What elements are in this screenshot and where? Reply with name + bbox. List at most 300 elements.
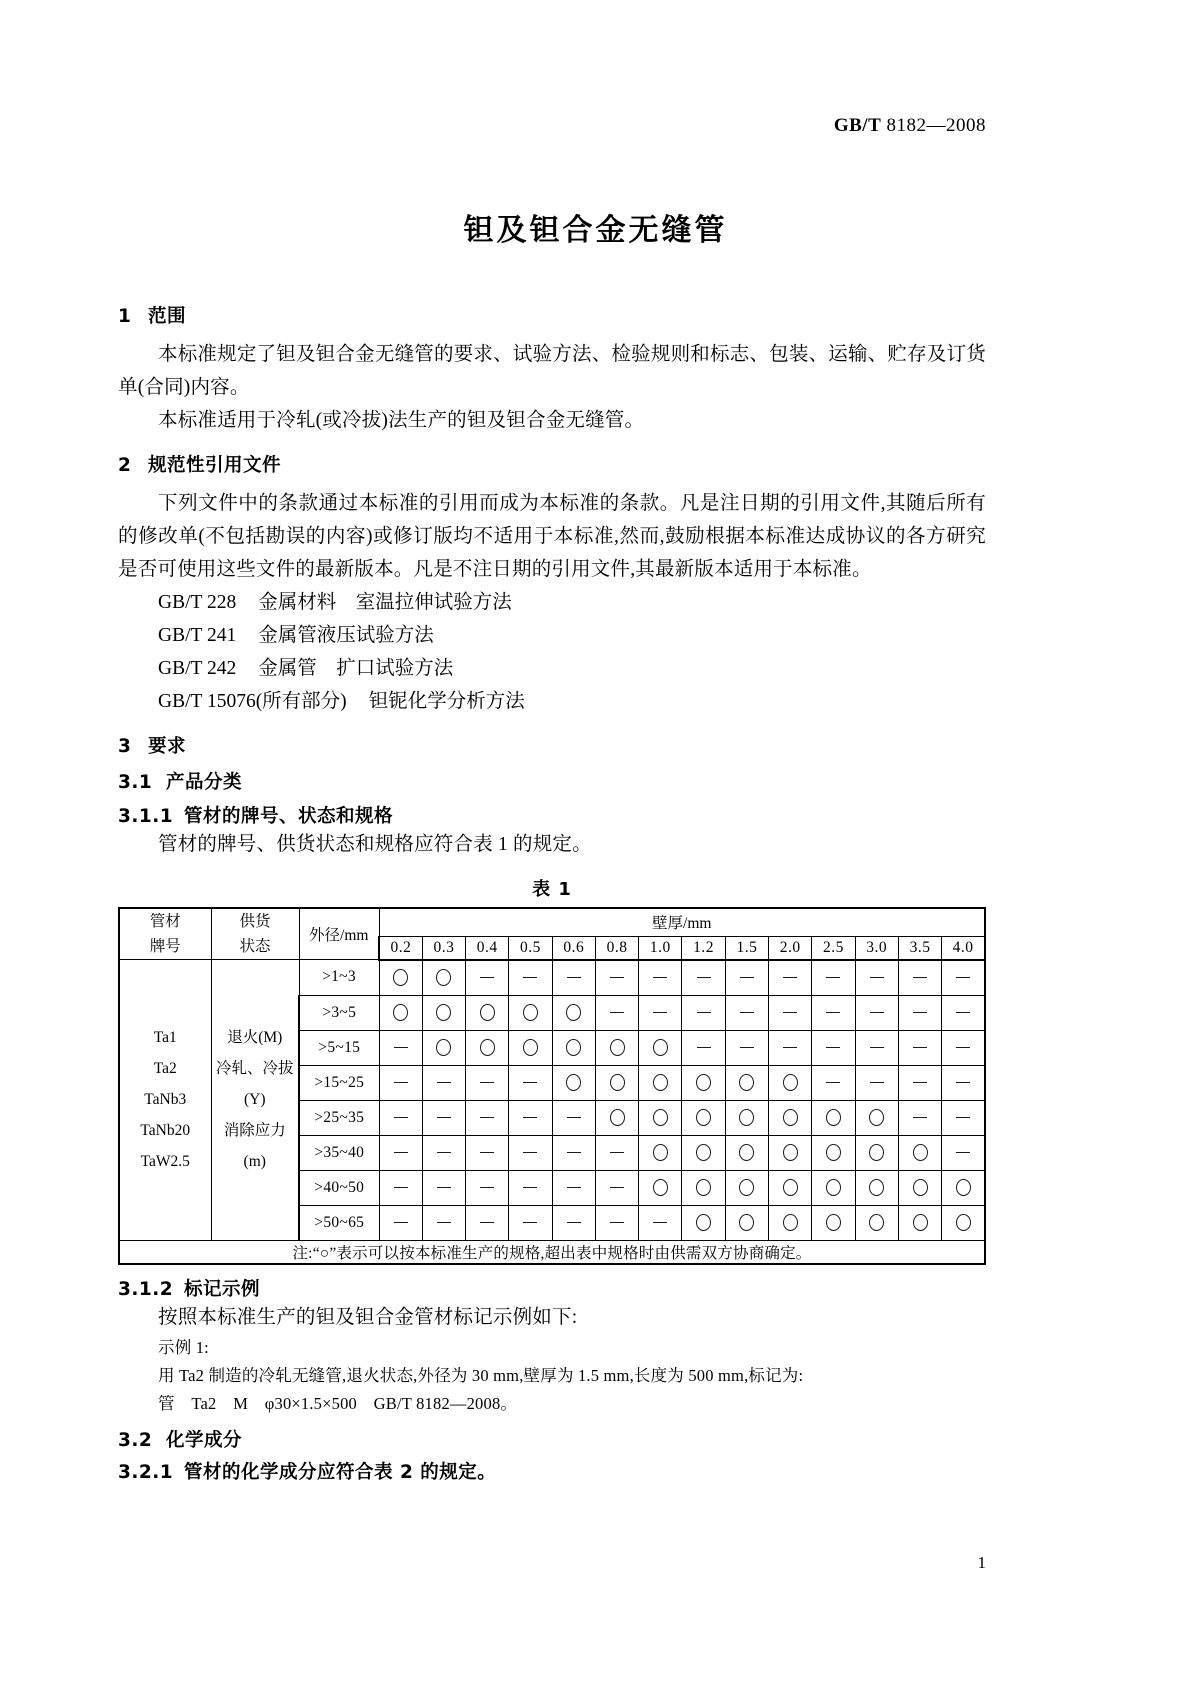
dash-mark-icon (394, 1222, 408, 1223)
grade-item: TaNb20 (140, 1122, 191, 1140)
circle-mark-icon (653, 1144, 668, 1161)
circle-mark-icon (696, 1074, 711, 1091)
section-number: 2 (118, 455, 132, 476)
cell-mark-0.2 (379, 960, 422, 996)
dash-mark-icon (870, 977, 884, 978)
circle-mark-icon (566, 1004, 581, 1021)
state-item: 消除应力 (223, 1122, 286, 1140)
cell-mark-3.0 (855, 1030, 898, 1065)
cell-mark-2.0 (769, 960, 812, 996)
cell-mark-0.4 (466, 1065, 509, 1100)
dash-mark-icon (567, 1117, 581, 1118)
cell-mark-3.0 (855, 960, 898, 996)
spec-table (118, 907, 986, 1265)
section-title: 管材的牌号、状态和规格 (184, 806, 394, 827)
cell-mark-1.5 (725, 995, 768, 1030)
circle-mark-icon (480, 1004, 495, 1021)
header-thickness-0.3: 0.3 (422, 936, 465, 959)
dash-mark-icon (394, 1152, 408, 1153)
dash-mark-icon (870, 1047, 884, 1048)
cell-mark-0.3 (422, 1030, 465, 1065)
section-title: 规范性引用文件 (148, 455, 282, 476)
section-number: 1 (118, 306, 132, 327)
section-chemical-heading (118, 1426, 986, 1452)
circle-mark-icon (610, 1109, 625, 1126)
cell-mark-0.8 (595, 1170, 638, 1205)
cell-mark-3.5 (898, 1170, 941, 1205)
cell-mark-2.5 (812, 1205, 855, 1240)
cell-mark-0.8 (595, 1100, 638, 1135)
cell-outer-diameter: >40~50 (299, 1170, 379, 1205)
cell-mark-3.5 (898, 1030, 941, 1065)
reference-item (118, 586, 986, 619)
grade-item: Ta1 (153, 1029, 177, 1047)
cell-mark-1.5 (725, 1100, 768, 1135)
section-number: 3.1.2 (118, 1278, 174, 1300)
cell-mark-2.5 (812, 1100, 855, 1135)
cell-mark-4.0 (942, 1030, 985, 1065)
circle-mark-icon (393, 969, 408, 986)
header-thickness-0.5: 0.5 (509, 936, 552, 959)
cell-mark-3.5 (898, 1205, 941, 1240)
reference-item (118, 685, 986, 718)
references-paragraph: 下列文件中的条款通过本标准的引用而成为本标准的条款。凡是注日期的引用文件,其随后所有的修改单(不包括勘误的内容)或修订版均不适用于本标准,然而,鼓励根据本标准达成协议的各方研究是否可使用这些文件的最新版本。凡是不注日期的引用文件,其最新版本适用于本标准。 (118, 493, 986, 580)
circle-mark-icon (739, 1214, 754, 1231)
cell-mark-0.6 (552, 1065, 595, 1100)
dash-mark-icon (826, 1047, 840, 1048)
cell-mark-1.5 (725, 960, 768, 996)
cell-mark-3.5 (898, 1100, 941, 1135)
section-number: 3.2.1 (118, 1461, 174, 1483)
standard-prefix: GB/T (833, 115, 882, 136)
header-thickness-1.0: 1.0 (639, 936, 682, 959)
circle-mark-icon (826, 1144, 841, 1161)
reference-title: 金属材料 室温拉伸试验方法 (258, 592, 512, 613)
circle-mark-icon (566, 1039, 581, 1056)
dash-mark-icon (783, 977, 797, 978)
cell-mark-3.0 (855, 1100, 898, 1135)
cell-mark-1.2 (682, 1100, 725, 1135)
header-thickness-0.6: 0.6 (552, 936, 595, 959)
cell-mark-0.2 (379, 1100, 422, 1135)
circle-mark-icon (653, 1179, 668, 1196)
cell-mark-3.0 (855, 995, 898, 1030)
cell-mark-0.4 (466, 1030, 509, 1065)
cell-mark-2.5 (812, 995, 855, 1030)
dash-mark-icon (394, 1117, 408, 1118)
cell-mark-0.8 (595, 995, 638, 1030)
dash-mark-icon (437, 1222, 451, 1223)
dash-mark-icon (956, 1047, 970, 1048)
cell-mark-0.5 (509, 1135, 552, 1170)
cell-mark-4.0 (942, 995, 985, 1030)
scope-paragraph-1: 本标准规定了钽及钽合金无缝管的要求、试验方法、检验规则和标志、包装、运输、贮存及订货单(合同)内容。 (118, 344, 986, 398)
cell-mark-3.0 (855, 1205, 898, 1240)
dash-mark-icon (437, 1187, 451, 1188)
cell-mark-0.2 (379, 1205, 422, 1240)
dash-mark-icon (740, 977, 754, 978)
circle-mark-icon (869, 1214, 884, 1231)
dash-mark-icon (480, 977, 494, 978)
dash-mark-icon (523, 1222, 537, 1223)
scope-paragraph-2: 本标准适用于冷轧(或冷拔)法生产的钽及钽合金无缝管。 (158, 410, 645, 431)
dash-mark-icon (826, 1012, 840, 1013)
dash-mark-icon (956, 1152, 970, 1153)
dash-mark-icon (523, 1082, 537, 1083)
dash-mark-icon (567, 977, 581, 978)
reference-item (118, 619, 986, 652)
circle-mark-icon (869, 1179, 884, 1196)
dash-mark-icon (870, 1012, 884, 1013)
cell-mark-0.5 (509, 960, 552, 996)
cell-mark-1.2 (682, 1135, 725, 1170)
dash-mark-icon (653, 1012, 667, 1013)
reference-id: GB/T 241 (158, 625, 237, 646)
cell-mark-0.2 (379, 995, 422, 1030)
header-thickness-3.5: 3.5 (898, 936, 941, 959)
circle-mark-icon (696, 1179, 711, 1196)
cell-mark-3.5 (898, 995, 941, 1030)
cell-mark-1.0 (639, 960, 682, 996)
header-grade: 管材 牌号 (119, 908, 211, 960)
cell-mark-4.0 (942, 1205, 985, 1240)
cell-mark-3.5 (898, 1065, 941, 1100)
cell-grades (119, 960, 211, 1241)
cell-mark-0.4 (466, 1205, 509, 1240)
cell-mark-1.0 (639, 1205, 682, 1240)
cell-mark-0.4 (466, 1100, 509, 1135)
reference-title: 金属管液压试验方法 (258, 625, 434, 646)
section-requirements-heading (118, 732, 986, 758)
circle-mark-icon (696, 1214, 711, 1231)
dash-mark-icon (653, 1222, 667, 1223)
circle-mark-icon (610, 1039, 625, 1056)
cell-mark-0.2 (379, 1170, 422, 1205)
circle-mark-icon (783, 1109, 798, 1126)
dash-mark-icon (697, 977, 711, 978)
dash-mark-icon (394, 1187, 408, 1188)
cell-mark-0.8 (595, 1135, 638, 1170)
header-thickness-3.0: 3.0 (855, 936, 898, 959)
grade-item: Ta2 (153, 1060, 177, 1078)
dash-mark-icon (826, 977, 840, 978)
dash-mark-icon (523, 1187, 537, 1188)
cell-mark-0.2 (379, 1030, 422, 1065)
cell-mark-0.6 (552, 1135, 595, 1170)
circle-mark-icon (436, 1004, 451, 1021)
cell-mark-2.0 (769, 1030, 812, 1065)
dash-mark-icon (913, 1047, 927, 1048)
cell-mark-0.3 (422, 960, 465, 996)
cell-mark-3.0 (855, 1170, 898, 1205)
header-thickness-4.0: 4.0 (942, 936, 985, 959)
dash-mark-icon (870, 1082, 884, 1083)
circle-mark-icon (783, 1179, 798, 1196)
cell-mark-0.5 (509, 1100, 552, 1135)
cell-mark-3.0 (855, 1135, 898, 1170)
cell-mark-0.2 (379, 1065, 422, 1100)
cell-mark-0.8 (595, 1065, 638, 1100)
cell-mark-1.5 (725, 1135, 768, 1170)
cell-mark-0.5 (509, 1170, 552, 1205)
dash-mark-icon (437, 1152, 451, 1153)
cell-mark-4.0 (942, 1170, 985, 1205)
circle-mark-icon (739, 1179, 754, 1196)
section-scope-heading (118, 302, 986, 328)
dash-mark-icon (610, 977, 624, 978)
dash-mark-icon (956, 1012, 970, 1013)
section-number: 3.2 (118, 1429, 153, 1451)
grade-item: TaNb3 (144, 1091, 187, 1109)
cell-mark-0.3 (422, 1135, 465, 1170)
example-line-2: 管 Ta2 M φ30×1.5×500 GB/T 8182—2008。 (158, 1393, 518, 1413)
cell-outer-diameter: >25~35 (299, 1100, 379, 1135)
cell-mark-0.8 (595, 960, 638, 996)
cell-mark-0.8 (595, 1205, 638, 1240)
table-note-row (119, 1240, 985, 1264)
cell-supply-states (211, 960, 299, 1241)
cell-mark-1.5 (725, 1170, 768, 1205)
dash-mark-icon (610, 1222, 624, 1223)
circle-mark-icon (480, 1039, 495, 1056)
cell-outer-diameter: >35~40 (299, 1135, 379, 1170)
circle-mark-icon (739, 1144, 754, 1161)
section-classification-heading (118, 768, 986, 794)
section-number: 3.1 (118, 772, 153, 793)
dash-mark-icon (913, 1012, 927, 1013)
dash-mark-icon (697, 1047, 711, 1048)
reference-id: GB/T 228 (158, 592, 237, 613)
header-outer-diameter: 外径/mm (299, 908, 379, 960)
section-title: 要求 (148, 736, 187, 757)
reference-id: GB/T 15076(所有部分) (158, 691, 347, 712)
cell-mark-0.3 (422, 995, 465, 1030)
cell-outer-diameter: >3~5 (299, 995, 379, 1030)
cell-mark-1.2 (682, 1030, 725, 1065)
dash-mark-icon (567, 1222, 581, 1223)
dash-mark-icon (653, 977, 667, 978)
cell-mark-3.5 (898, 960, 941, 996)
cell-mark-1.5 (725, 1030, 768, 1065)
cell-outer-diameter: >15~25 (299, 1065, 379, 1100)
dash-mark-icon (740, 1012, 754, 1013)
dash-mark-icon (567, 1187, 581, 1188)
header-thickness-1.2: 1.2 (682, 936, 725, 959)
header-thickness-0.8: 0.8 (595, 936, 638, 959)
reference-title: 钽铌化学分析方法 (368, 691, 525, 712)
cell-mark-0.3 (422, 1170, 465, 1205)
state-item: (Y) (243, 1091, 266, 1109)
circle-mark-icon (523, 1039, 538, 1056)
cell-mark-0.6 (552, 1030, 595, 1065)
cell-mark-0.4 (466, 1170, 509, 1205)
dash-mark-icon (437, 1082, 451, 1083)
circle-mark-icon (826, 1109, 841, 1126)
circle-mark-icon (653, 1039, 668, 1056)
dash-mark-icon (523, 1117, 537, 1118)
cell-outer-diameter: >1~3 (299, 960, 379, 996)
circle-mark-icon (956, 1214, 971, 1231)
cell-mark-2.0 (769, 1135, 812, 1170)
cell-mark-1.2 (682, 1205, 725, 1240)
cell-mark-0.6 (552, 1100, 595, 1135)
cell-mark-0.4 (466, 995, 509, 1030)
dash-mark-icon (610, 1187, 624, 1188)
cell-mark-1.2 (682, 960, 725, 996)
dash-mark-icon (394, 1082, 408, 1083)
circle-mark-icon (393, 1004, 408, 1021)
circle-mark-icon (783, 1214, 798, 1231)
dash-mark-icon (956, 977, 970, 978)
section-title: 范围 (148, 306, 187, 327)
dash-mark-icon (523, 977, 537, 978)
section-chemical-sub (118, 1458, 986, 1484)
section-title: 产品分类 (166, 772, 243, 793)
circle-mark-icon (913, 1179, 928, 1196)
header-wall-thickness: 壁厚/mm (379, 908, 985, 936)
circle-mark-icon (956, 1179, 971, 1196)
header-thickness-2.0: 2.0 (769, 936, 812, 959)
cell-mark-0.6 (552, 1205, 595, 1240)
dash-mark-icon (610, 1152, 624, 1153)
circle-mark-icon (869, 1109, 884, 1126)
cell-mark-2.5 (812, 1030, 855, 1065)
reference-title: 金属管 扩口试验方法 (258, 658, 454, 679)
table-row (119, 960, 985, 996)
header-thickness-0.2: 0.2 (379, 936, 422, 959)
cell-mark-0.5 (509, 995, 552, 1030)
circle-mark-icon (869, 1144, 884, 1161)
cell-mark-2.0 (769, 1100, 812, 1135)
circle-mark-icon (913, 1214, 928, 1231)
document-body (118, 288, 986, 1484)
cell-mark-4.0 (942, 1065, 985, 1100)
page-number: 1 (977, 1553, 986, 1572)
dash-mark-icon (480, 1117, 494, 1118)
cell-mark-0.6 (552, 1170, 595, 1205)
section-references-heading (118, 451, 986, 477)
section-title: 标记示例 (184, 1278, 261, 1300)
cell-mark-2.0 (769, 1170, 812, 1205)
cell-mark-3.5 (898, 1135, 941, 1170)
cell-mark-1.0 (639, 1065, 682, 1100)
circle-mark-icon (783, 1074, 798, 1091)
table-note: 注:“○”表示可以按本标准生产的规格,超出表中规格时由供需双方协商确定。 (119, 1240, 985, 1264)
dash-mark-icon (480, 1187, 494, 1188)
grade-item: TaW2.5 (140, 1153, 190, 1171)
example-label: 示例 1: (158, 1337, 209, 1357)
header-thickness-1.5: 1.5 (725, 936, 768, 959)
marking-example-paragraph: 按照本标准生产的钽及钽合金管材标记示例如下: (158, 1306, 578, 1328)
cell-mark-0.5 (509, 1205, 552, 1240)
circle-mark-icon (436, 1039, 451, 1056)
cell-mark-2.5 (812, 960, 855, 996)
dash-mark-icon (956, 1117, 970, 1118)
cell-mark-2.0 (769, 1065, 812, 1100)
table-caption: 表 1 (532, 879, 572, 900)
header-supply-state: 供货 状态 (211, 908, 299, 960)
cell-mark-1.5 (725, 1065, 768, 1100)
dash-mark-icon (913, 1117, 927, 1118)
header-thickness-0.4: 0.4 (466, 936, 509, 959)
dash-mark-icon (610, 1012, 624, 1013)
cell-mark-2.5 (812, 1170, 855, 1205)
header-thickness-2.5: 2.5 (812, 936, 855, 959)
section-marking-example-heading (118, 1275, 986, 1301)
dash-mark-icon (394, 1047, 408, 1048)
circle-mark-icon (436, 969, 451, 986)
dash-mark-icon (783, 1047, 797, 1048)
cell-mark-0.3 (422, 1065, 465, 1100)
dash-mark-icon (956, 1082, 970, 1083)
state-item: 退火(M) (227, 1029, 283, 1047)
cell-mark-0.2 (379, 1135, 422, 1170)
cell-mark-0.6 (552, 995, 595, 1030)
state-item: (m) (243, 1153, 266, 1171)
standard-number: 8182—2008 (886, 115, 986, 136)
cell-mark-1.0 (639, 1100, 682, 1135)
cell-mark-1.0 (639, 1170, 682, 1205)
circle-mark-icon (653, 1109, 668, 1126)
section-title: 化学成分 (166, 1429, 243, 1451)
dash-mark-icon (523, 1152, 537, 1153)
cell-mark-0.3 (422, 1205, 465, 1240)
dash-mark-icon (826, 1082, 840, 1083)
reference-item (118, 652, 986, 685)
grade-state-paragraph: 管材的牌号、供货状态和规格应符合表 1 的规定。 (158, 834, 592, 855)
circle-mark-icon (826, 1214, 841, 1231)
cell-mark-0.6 (552, 960, 595, 996)
cell-mark-0.5 (509, 1065, 552, 1100)
circle-mark-icon (653, 1074, 668, 1091)
circle-mark-icon (783, 1144, 798, 1161)
dash-mark-icon (783, 1012, 797, 1013)
dash-mark-icon (480, 1152, 494, 1153)
cell-mark-1.2 (682, 995, 725, 1030)
circle-mark-icon (826, 1179, 841, 1196)
cell-mark-2.5 (812, 1135, 855, 1170)
section-text: 管材的化学成分应符合表 2 的规定。 (184, 1461, 497, 1483)
circle-mark-icon (739, 1109, 754, 1126)
example-line-1: 用 Ta2 制造的冷轧无缝管,退火状态,外径为 30 mm,壁厚为 1.5 mm,长度为 500 mm,标记为: (158, 1365, 804, 1385)
cell-mark-2.5 (812, 1065, 855, 1100)
cell-mark-1.2 (682, 1170, 725, 1205)
circle-mark-icon (696, 1144, 711, 1161)
circle-mark-icon (739, 1074, 754, 1091)
cell-mark-0.4 (466, 960, 509, 996)
state-item: 冷轧、冷拔 (215, 1060, 294, 1078)
section-grade-state-heading (118, 802, 986, 828)
cell-mark-0.3 (422, 1100, 465, 1135)
circle-mark-icon (913, 1144, 928, 1161)
cell-mark-1.0 (639, 1135, 682, 1170)
page-header (118, 115, 986, 137)
dash-mark-icon (913, 1082, 927, 1083)
reference-id: GB/T 242 (158, 658, 237, 679)
dash-mark-icon (480, 1222, 494, 1223)
cell-outer-diameter: >5~15 (299, 1030, 379, 1065)
dash-mark-icon (567, 1152, 581, 1153)
cell-outer-diameter: >50~65 (299, 1205, 379, 1240)
cell-mark-4.0 (942, 1135, 985, 1170)
cell-mark-4.0 (942, 1100, 985, 1135)
dash-mark-icon (697, 1012, 711, 1013)
cell-mark-1.0 (639, 995, 682, 1030)
dash-mark-icon (480, 1082, 494, 1083)
cell-mark-1.5 (725, 1205, 768, 1240)
section-number: 3.1.1 (118, 806, 174, 827)
cell-mark-1.2 (682, 1065, 725, 1100)
